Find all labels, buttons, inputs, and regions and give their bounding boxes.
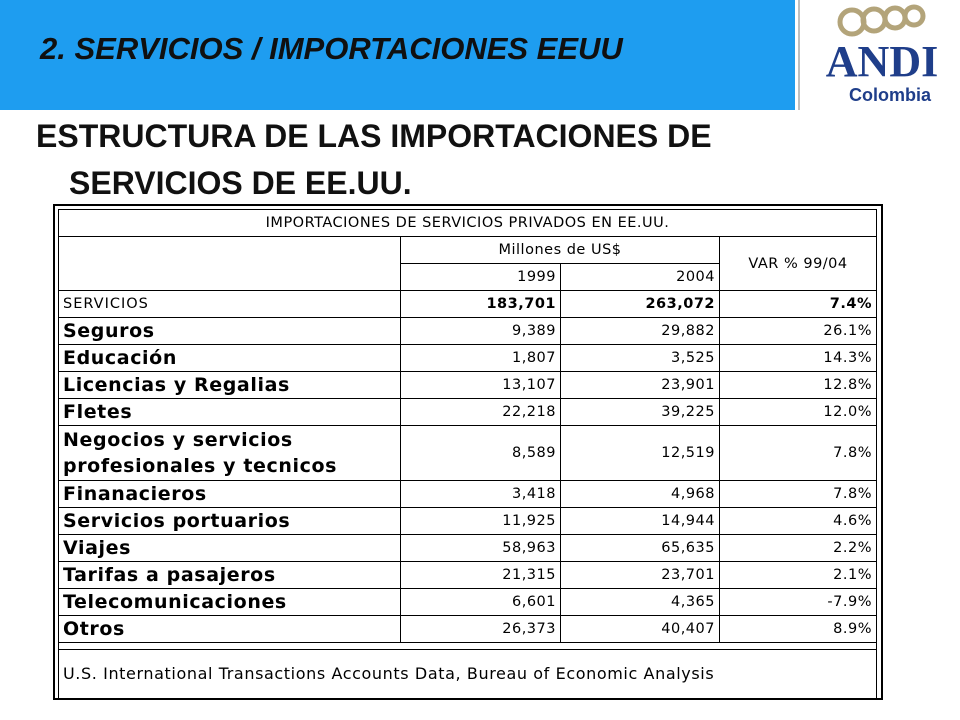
row-1999: 6,601 bbox=[401, 589, 561, 616]
andi-logo bbox=[798, 0, 960, 110]
subtitle-line-2: SERVICIOS DE EE.UU. bbox=[69, 165, 412, 201]
source-note: U.S. International Transactions Accounts Data, Bureau of Economic Analysis bbox=[59, 650, 877, 699]
row-var: 7.8% bbox=[720, 481, 877, 508]
year-1999-header: 1999 bbox=[401, 264, 561, 291]
row-label: Seguros bbox=[59, 318, 401, 345]
table-header-row bbox=[59, 237, 877, 264]
row-label: Educación bbox=[59, 345, 401, 372]
row-2004: 29,882 bbox=[561, 318, 720, 345]
row-2004: 4,365 bbox=[561, 589, 720, 616]
table-row bbox=[59, 399, 877, 426]
row-label: Servicios portuarios bbox=[59, 508, 401, 535]
row-2004: 40,407 bbox=[561, 616, 720, 643]
total-1999: 183,701 bbox=[401, 291, 561, 318]
row-label: Fletes bbox=[59, 399, 401, 426]
spacer-cell bbox=[59, 643, 877, 650]
total-var: 7.4% bbox=[720, 291, 877, 318]
row-label: Negocios y servicios profesionales y tecnicos bbox=[59, 426, 401, 481]
row-var: 8.9% bbox=[720, 616, 877, 643]
table-row bbox=[59, 318, 877, 345]
year-2004-header: 2004 bbox=[561, 264, 720, 291]
row-var: 14.3% bbox=[720, 345, 877, 372]
header-empty-cell bbox=[59, 237, 401, 291]
table-row bbox=[59, 562, 877, 589]
table-row bbox=[59, 589, 877, 616]
row-var: 4.6% bbox=[720, 508, 877, 535]
table-row bbox=[59, 535, 877, 562]
subtitle-line-1: ESTRUCTURA DE LAS IMPORTACIONES DE bbox=[36, 118, 712, 154]
row-1999: 58,963 bbox=[401, 535, 561, 562]
imports-table-frame bbox=[53, 204, 883, 700]
unit-header: Millones de US$ bbox=[401, 237, 720, 264]
table-row bbox=[59, 372, 877, 399]
table-row bbox=[59, 426, 877, 481]
slide-subtitle bbox=[36, 113, 712, 207]
andi-logo-graphic bbox=[800, 0, 960, 110]
row-2004: 23,701 bbox=[561, 562, 720, 589]
slide-title: 2. SERVICIOS / IMPORTACIONES EEUU bbox=[40, 31, 623, 66]
row-2004: 65,635 bbox=[561, 535, 720, 562]
row-1999: 22,218 bbox=[401, 399, 561, 426]
row-var: 12.8% bbox=[720, 372, 877, 399]
total-label: SERVICIOS bbox=[59, 291, 401, 318]
row-1999: 13,107 bbox=[401, 372, 561, 399]
table-title-row bbox=[59, 210, 877, 237]
spacer-row bbox=[59, 643, 877, 650]
row-1999: 9,389 bbox=[401, 318, 561, 345]
row-2004: 12,519 bbox=[561, 426, 720, 481]
table-row bbox=[59, 345, 877, 372]
logo-country-text: Colombia bbox=[848, 85, 932, 105]
logo-brand-text: ANDI bbox=[825, 37, 939, 86]
row-label: Otros bbox=[59, 616, 401, 643]
row-1999: 11,925 bbox=[401, 508, 561, 535]
row-2004: 14,944 bbox=[561, 508, 720, 535]
row-label: Viajes bbox=[59, 535, 401, 562]
var-header: VAR % 99/04 bbox=[720, 237, 877, 291]
row-2004: 39,225 bbox=[561, 399, 720, 426]
row-var: 2.1% bbox=[720, 562, 877, 589]
row-1999: 21,315 bbox=[401, 562, 561, 589]
row-2004: 23,901 bbox=[561, 372, 720, 399]
table-row bbox=[59, 481, 877, 508]
table-row bbox=[59, 508, 877, 535]
total-2004: 263,072 bbox=[561, 291, 720, 318]
row-label: Tarifas a pasajeros bbox=[59, 562, 401, 589]
table-title: IMPORTACIONES DE SERVICIOS PRIVADOS EN EE.UU. bbox=[59, 210, 877, 237]
source-row bbox=[59, 650, 877, 699]
row-var: 2.2% bbox=[720, 535, 877, 562]
row-var: 7.8% bbox=[720, 426, 877, 481]
row-var: 12.0% bbox=[720, 399, 877, 426]
row-var: -7.9% bbox=[720, 589, 877, 616]
row-1999: 26,373 bbox=[401, 616, 561, 643]
row-2004: 4,968 bbox=[561, 481, 720, 508]
row-label: Finanacieros bbox=[59, 481, 401, 508]
row-label: Licencias y Regalias bbox=[59, 372, 401, 399]
row-label: Telecomunicaciones bbox=[59, 589, 401, 616]
row-1999: 8,589 bbox=[401, 426, 561, 481]
row-2004: 3,525 bbox=[561, 345, 720, 372]
imports-table bbox=[58, 209, 877, 699]
total-row bbox=[59, 291, 877, 318]
row-var: 26.1% bbox=[720, 318, 877, 345]
row-1999: 1,807 bbox=[401, 345, 561, 372]
row-1999: 3,418 bbox=[401, 481, 561, 508]
table-row bbox=[59, 616, 877, 643]
